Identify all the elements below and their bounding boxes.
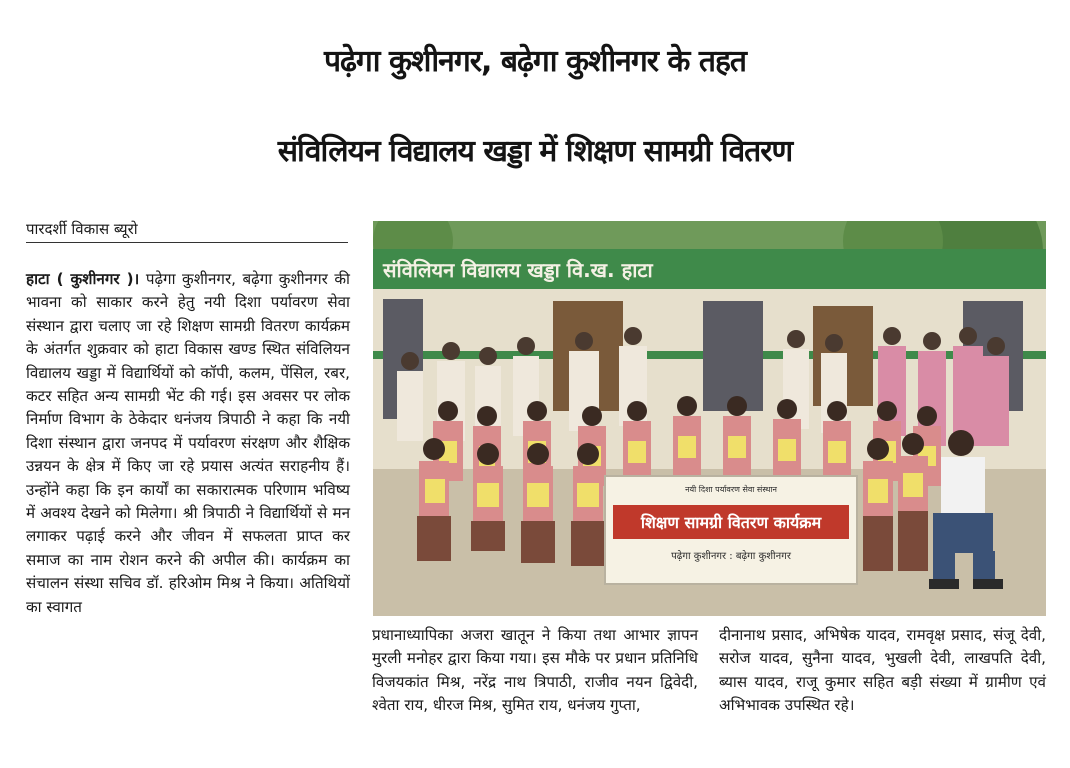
dateline: हाटा ( कुशीनगर )।	[26, 270, 140, 288]
headline-line-2: संविलियन विद्यालय खड्डा में शिक्षण सामग्री वितरण	[277, 134, 793, 169]
photo-illustration	[373, 221, 1046, 616]
banner-main-text: शिक्षण सामग्री वितरण कार्यक्रम	[640, 513, 822, 532]
article-column-3: दीनानाथ प्रसाद, अभिषेक यादव, रामवृक्ष प्रसाद, संजू देवी, सरोज यादव, सुनैना यादव, भुखली देवी, लाखपति देवी, ब्यास यादव, राजू कुमार सहित बड़ी संख्या में ग्रामीण एवं अभिभावक उपस्थित रहे।	[719, 626, 1046, 715]
school-sign: संविलियन विद्यालय खड्डा वि.ख. हाटा	[383, 258, 653, 282]
article-column-2: प्रधानाध्यापिका अजरा खातून ने किया तथा आभार ज्ञापन मुरली मनोहर द्वारा किया गया। इस मौके पर प्रधान प्रतिनिधि विजयकांत मिश्र, नरेंद्र नाथ त्रिपाठी, राजीव नयन द्विवेदी, श्वेता राय, धीरज मिश्र, सुमित राय, धनंजय गुप्ता,	[372, 626, 698, 715]
banner-top-text: नयी दिशा पर्यावरण सेवा संस्थान	[685, 485, 777, 494]
event-banner	[605, 476, 857, 584]
article-column-1-text: पढ़ेगा कुशीनगर, बढ़ेगा कुशीनगर की भावना को साकार करने हेतु नयी दिशा पर्यावरण सेवा संस्थान द्वारा चलाए जा रहे शिक्षण सामग्री वितरण कार्यक्रम के अंतर्गत शुक्रवार को हाटा विकास खण्ड स्थित संविलियन विद्यालय खड्डा में विद्यार्थियों को कॉपी, कलम, पेंसिल, रबर, कटर सहित अन्य सामग्री भेंट की गई। इस अवसर पर लोक निर्माण विभाग के ठेकेदार धनंजय त्रिपाठी ने कहा कि नयी दिशा संस्थान द्वारा जनपद में पर्यावरण संरक्षण और शैक्षिक उन्नयन के क्षेत्र में किए जा रहे प्रयास अत्यंत सराहनीय हैं। उन्होंने कहा कि इन कार्यों का सकारात्मक परिणाम भविष्य में अवश्य देखने को मिलेगा। श्री त्रिपाठी ने विद्यार्थियों से मन लगाकर पढ़ाई करने और जीवन में सफलता प्राप्त कर समाज का नाम रोशन करने की अपील की। कार्यक्रम का संचालन संस्था सचिव डॉ. हरिओम मिश्र ने किया। अतिथियों का स्वागत	[26, 270, 350, 616]
byline: पारदर्शी विकास ब्यूरो	[26, 218, 348, 243]
headline-line-1: पढ़ेगा कुशीनगर, बढ़ेगा कुशीनगर के तहत	[323, 44, 747, 79]
banner-bottom-text: पढ़ेगा कुशीनगर : बढ़ेगा कुशीनगर	[671, 551, 791, 562]
news-photo	[373, 221, 1046, 616]
article-column-1	[26, 268, 350, 758]
